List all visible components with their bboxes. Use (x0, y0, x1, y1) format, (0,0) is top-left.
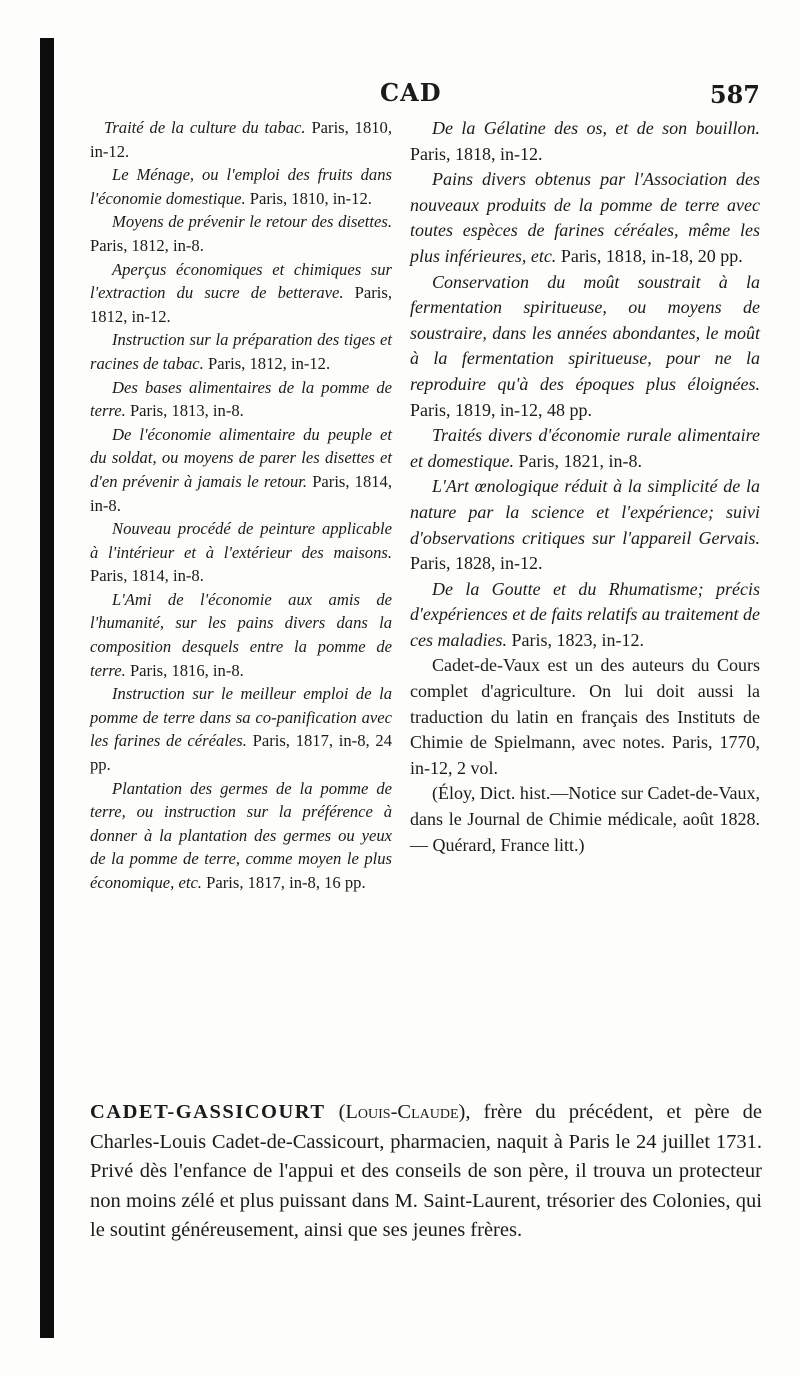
running-head: CAD (380, 78, 442, 107)
bibliography-entry: Plantation des germes de la pomme de terre, ou instruction sur la préférence à donner à la plantation des germes ou yeux de la pomme de terre, comme moyen le plus économique, etc. Paris, 1817, in-8, 16 pp. (90, 778, 392, 892)
bibliography-entry: Le Ménage, ou l'emploi des fruits dans l'économie domestique. Paris, 1810, in-12. (90, 165, 392, 208)
sources-note: (Éloy, Dict. hist.—Notice sur Cadet-de-Vaux, dans le Journal de Chimie médicale, août 1828. — Quérard, France litt.) (410, 783, 760, 855)
right-column (410, 116, 760, 858)
bibliography-entry: De la Goutte et du Rhumatisme; précis d'expériences et de faits relatifs au traitement de ces maladies. Paris, 1823, in-12. (410, 578, 760, 650)
bibliography-entry: Instruction sur la préparation des tiges et racines de tabac. Paris, 1812, in-12. (90, 330, 392, 373)
bibliography-entry: Conservation du moût soustrait à la fermentation spiritueuse, ou moyens de soustraire, dans les années abondantes, le moût à la fermentation spiritueuse, pour ne la reproduire qu'à des époques plus éloignées. Paris, 1819, in-12, 48 pp. (410, 271, 760, 420)
page-header (90, 78, 760, 114)
bibliography-entry: De l'économie alimentaire du peuple et du soldat, ou moyens de parer les disettes et d'en prévenir à jamais le retour. Paris, 1814, in-8. (90, 424, 393, 515)
left-column (90, 116, 392, 895)
bibliography-entry: Traité de la culture du tabac. Paris, 1810, in-12. (90, 118, 392, 161)
scan-edge-bar (40, 38, 54, 1338)
biography-entry (90, 1098, 762, 1246)
author-note: Cadet-de-Vaux est un des auteurs du Cours complet d'agriculture. On lui doit aussi la traduction du latin en français des Instituts de Chimie de Spielmann, avec notes. Paris, 1770, in-12, 2 vol. (410, 655, 760, 778)
bibliography-entry: L'Art œnologique réduit à la simplicité de la nature par la science et l'expérience; suivi d'observations critiques sur l'appareil Gervais. Paris, 1828, in-12. (410, 476, 760, 574)
entry-given-names: (Louis-Claude), (338, 1101, 471, 1123)
bibliography-entry: Pains divers obtenus par l'Association des nouveaux produits de la pomme de terre avec toutes espèces de farines céréales, même les plus inférieures, etc. Paris, 1818, in-18, 20 pp. (410, 169, 760, 266)
bibliography-entry: Des bases alimentaires de la pomme de terre. Paris, 1813, in-8. (90, 377, 392, 421)
bibliography-entry: De la Gélatine des os, et de son bouillon. Paris, 1818, in-12. (410, 118, 760, 164)
entry-name: CADET-GASSICOURT (90, 1101, 326, 1123)
bibliography-entry: Nouveau procédé de peinture applicable à l'intérieur et à l'extérieur des maisons. Paris, 1814, in-8. (90, 519, 392, 586)
bibliography-entry: Instruction sur le meilleur emploi de la pomme de terre dans sa co-panification avec les farines de céréales. Paris, 1817, in-8, 24 pp. (90, 684, 392, 775)
page-number: 587 (709, 80, 760, 109)
bibliography-entry: Moyens de prévenir le retour des disettes. Paris, 1812, in-8. (90, 212, 392, 255)
bibliography-entry: Aperçus économiques et chimiques sur l'extraction du sucre de betterave. Paris, 1812, in-12. (90, 259, 392, 326)
bibliography-entry: L'Ami de l'économie aux amis de l'humanité, sur les pains divers dans la composition desquels entre la pomme de terre. Paris, 1816, in-8. (90, 589, 392, 680)
bibliography-entry: Traités divers d'économie rurale alimentaire et domestique. Paris, 1821, in-8. (410, 425, 760, 471)
entry-text: frère du précédent, et père de Charles-Louis Cadet-de-Cassicourt, pharmacien, naquit à Paris le 24 juillet 1731. Privé dès l'enfance de l'appui et des conseils de son père, il trouva un protecteur non moins zélé et plus puissant dans M. Saint-Laurent, trésorier des Colonies, qui le soutint généreusement, ainsi que ses jeunes frères. (90, 1101, 763, 1241)
